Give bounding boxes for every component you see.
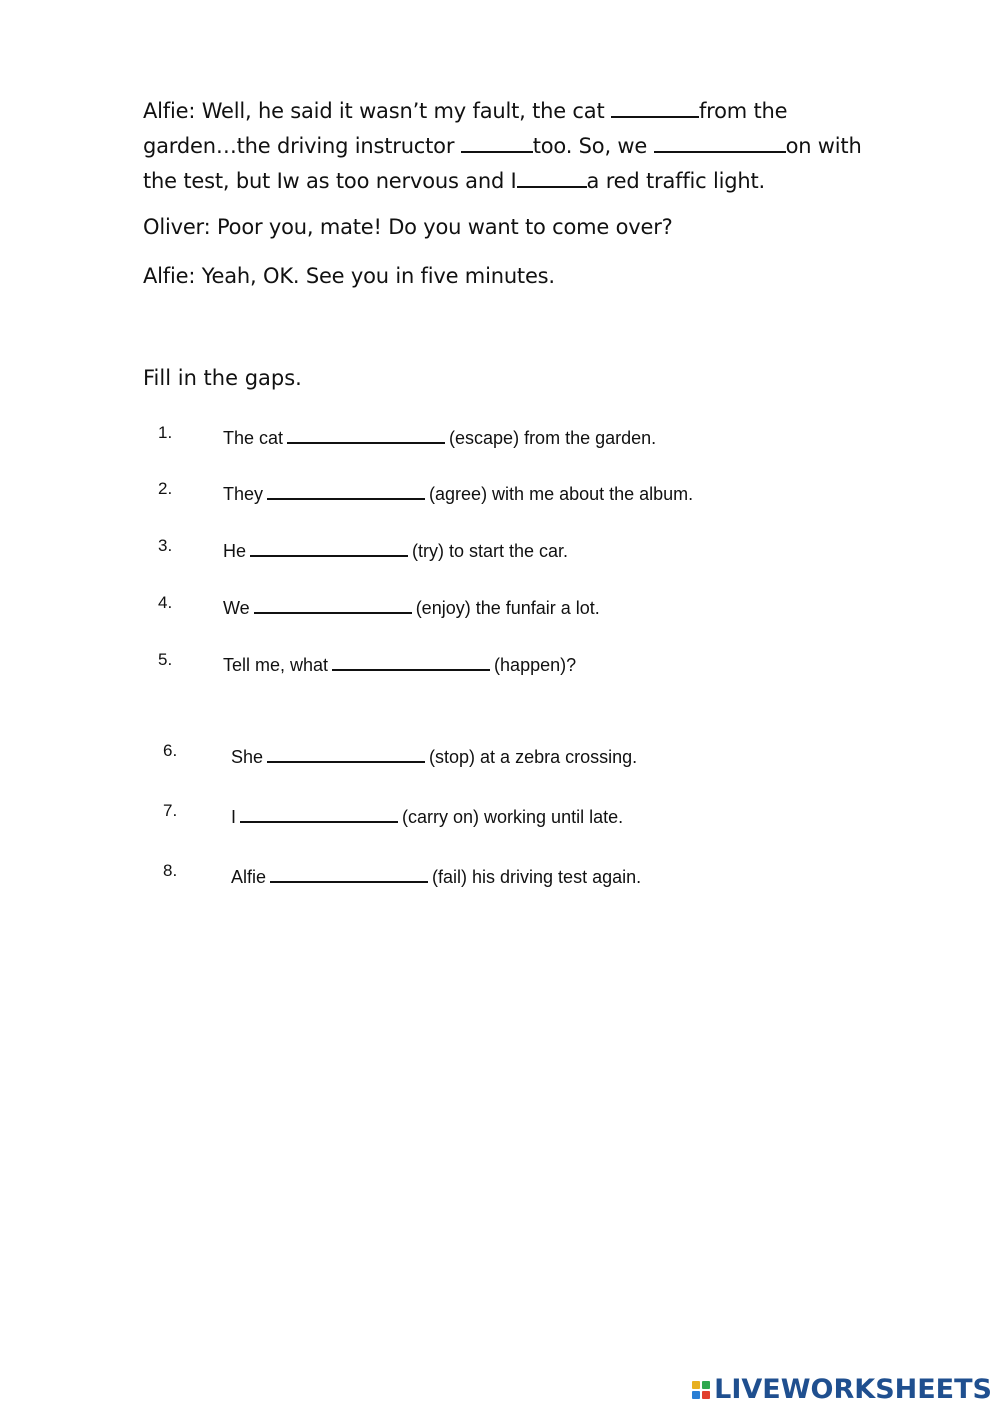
logo-square (692, 1391, 700, 1399)
answer-blank[interactable] (332, 655, 490, 671)
exercise-item: I (carry on) working until late. (231, 807, 624, 827)
answer-blank[interactable] (250, 541, 408, 557)
logo-square (702, 1391, 710, 1399)
item-number: 4. (158, 593, 173, 612)
item-number: 8. (163, 861, 178, 880)
item-number: 1. (158, 423, 173, 442)
dialogue-oliver: Oliver: Poor you, mate! Do you want to come over? (143, 215, 673, 239)
answer-blank[interactable] (240, 807, 398, 823)
logo-grid-icon (692, 1381, 710, 1399)
logo-text: LIVEWORKSHEETS (714, 1374, 992, 1405)
item-number: 7. (163, 801, 178, 820)
exercise-item: They (agree) with me about the album. (223, 484, 694, 504)
dialogue-line-2: garden…the driving instructor too. So, we on with (143, 131, 862, 158)
item-number: 3. (158, 536, 173, 555)
exercise-item: She (stop) at a zebra crossing. (231, 747, 638, 767)
exercise-item: He (try) to start the car. (223, 541, 569, 561)
instruction-heading: Fill in the gaps. (143, 366, 302, 390)
logo-square (692, 1381, 700, 1389)
item-number: 2. (158, 479, 173, 498)
exercise-item: Alfie (fail) his driving test again. (231, 867, 642, 887)
exercise-item: We (enjoy) the funfair a lot. (223, 598, 600, 618)
answer-blank[interactable] (267, 747, 425, 763)
item-number: 5. (158, 650, 173, 669)
dialogue-alfie: Alfie: Yeah, OK. See you in five minutes. (143, 264, 555, 288)
liveworksheets-logo[interactable] (692, 1374, 992, 1405)
exercise-item: The cat (escape) from the garden. (223, 428, 657, 448)
dialogue-line-1: Alfie: Well, he said it wasn’t my fault, the cat from the (143, 96, 787, 123)
answer-blank[interactable] (270, 867, 428, 883)
answer-blank[interactable] (267, 484, 425, 500)
exercise-item: Tell me, what (happen)? (223, 655, 577, 675)
answer-blank[interactable] (254, 598, 412, 614)
answer-blank[interactable] (287, 428, 445, 444)
item-number: 6. (163, 741, 178, 760)
logo-square (702, 1381, 710, 1389)
dialogue-line-3: the test, but Iw as too nervous and I a red traffic light. (143, 166, 765, 193)
